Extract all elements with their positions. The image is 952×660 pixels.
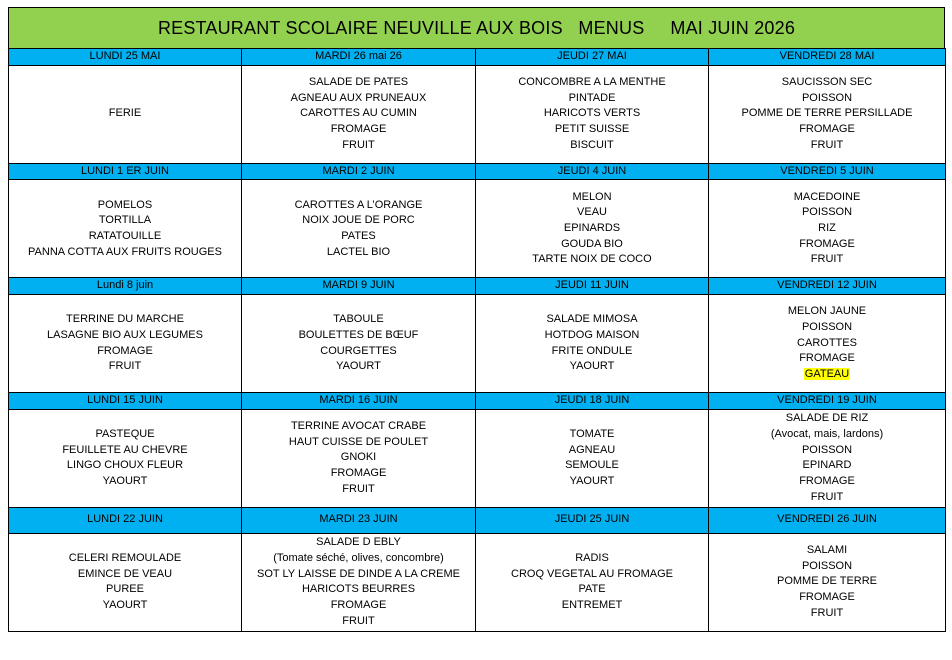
dish-item: MACEDOINE bbox=[793, 190, 861, 203]
dish-item: PANNA COTTA AUX FRUITS ROUGES bbox=[28, 245, 222, 258]
day-header: MARDI 9 JUIN bbox=[242, 278, 476, 295]
dish-item: LACTEL BIO bbox=[326, 245, 391, 258]
dish-item: FRUIT bbox=[342, 138, 375, 151]
dish-item: YAOURT bbox=[569, 360, 615, 373]
dish-item: SALADE DE PATES bbox=[308, 75, 409, 88]
dish-item: CAROTTES A L’ORANGE bbox=[294, 198, 423, 211]
day-menu-cell bbox=[242, 295, 476, 393]
dish-item: FRUIT bbox=[342, 482, 375, 495]
day-header: VENDREDI 12 JUIN bbox=[709, 278, 946, 295]
day-menu-cell bbox=[242, 180, 476, 278]
dish-item: TERRINE DU MARCHE bbox=[66, 313, 184, 326]
day-menu-cell bbox=[476, 533, 709, 631]
dish-item: BISCUIT bbox=[570, 138, 614, 151]
week-menu-row bbox=[9, 65, 946, 163]
dish-item: SALADE DE RIZ bbox=[785, 412, 869, 425]
day-menu-cell bbox=[476, 180, 709, 278]
dish-item: FROMAGE bbox=[97, 344, 153, 357]
day-header: LUNDI 22 JUIN bbox=[9, 507, 242, 533]
dish-item: FRUIT bbox=[810, 138, 844, 151]
dish-item: HARICOTS VERTS bbox=[543, 107, 641, 120]
day-header: LUNDI 25 MAI bbox=[9, 49, 242, 66]
dish-item: GNOKI bbox=[340, 451, 377, 464]
dish-item: SALADE D EBLY bbox=[316, 536, 401, 549]
day-menu-cell bbox=[476, 409, 709, 507]
dish-item: FROMAGE bbox=[799, 352, 855, 365]
day-header: MARDI 23 JUIN bbox=[242, 507, 476, 533]
day-menu-cell bbox=[9, 409, 242, 507]
dish-item: POISSON bbox=[801, 206, 853, 219]
dish-item: CAROTTES AU CUMIN bbox=[300, 107, 417, 120]
day-header: VENDREDI 26 JUIN bbox=[709, 507, 946, 533]
dish-item: CONCOMBRE A LA MENTHE bbox=[518, 75, 666, 88]
dish-item: YAOURT bbox=[102, 599, 148, 612]
day-header: JEUDI 18 JUIN bbox=[476, 393, 709, 410]
week-menu-row bbox=[9, 295, 946, 393]
dish-item: SAUCISSON SEC bbox=[781, 75, 873, 88]
dish-item: POMME DE TERRE bbox=[776, 575, 878, 588]
dish-item: FRITE ONDULE bbox=[551, 344, 633, 357]
week-header-row bbox=[9, 507, 946, 533]
day-menu-cell bbox=[9, 180, 242, 278]
week-menu-row bbox=[9, 409, 946, 507]
day-header: VENDREDI 19 JUIN bbox=[709, 393, 946, 410]
day-menu-cell bbox=[476, 65, 709, 163]
dish-item: SALAMI bbox=[806, 544, 848, 557]
day-menu-cell bbox=[476, 295, 709, 393]
dish-item: YAOURT bbox=[102, 475, 148, 488]
week-menu-row bbox=[9, 180, 946, 278]
day-menu-cell bbox=[709, 295, 946, 393]
dish-item: HARICOTS BEURRES bbox=[301, 583, 416, 596]
dish-item: TABOULE bbox=[333, 313, 384, 326]
dish-item: EPINARDS bbox=[563, 222, 621, 235]
day-menu-cell bbox=[242, 65, 476, 163]
week-header-row bbox=[9, 163, 946, 180]
dish-item: FEUILLETE AU CHEVRE bbox=[62, 443, 188, 456]
week-header-row bbox=[9, 49, 946, 66]
day-menu-cell bbox=[242, 409, 476, 507]
day-menu-cell bbox=[9, 65, 242, 163]
dish-item: POMELOS bbox=[97, 198, 153, 211]
dish-item: FROMAGE bbox=[799, 237, 855, 250]
menu-table bbox=[8, 48, 946, 632]
day-header: MARDI 26 mai 26 bbox=[242, 49, 476, 66]
day-header: JEUDI 11 JUIN bbox=[476, 278, 709, 295]
dish-item: RIZ bbox=[818, 222, 836, 235]
dish-item: CROQ VEGETAL AU FROMAGE bbox=[511, 567, 673, 580]
dish-item: (Avocat, mais, lardons) bbox=[770, 427, 884, 440]
dish-item: FRUIT bbox=[342, 614, 375, 627]
dish-item: PATE bbox=[578, 583, 606, 596]
dish-item: AGNEAU AUX PRUNEAUX bbox=[290, 91, 427, 104]
day-menu-cell bbox=[9, 295, 242, 393]
dish-item: PETIT SUISSE bbox=[554, 123, 630, 136]
dish-item: FRUIT bbox=[810, 606, 844, 619]
day-header: LUNDI 1 ER JUIN bbox=[9, 163, 242, 180]
dish-item: HOTDOG MAISON bbox=[544, 328, 640, 341]
dish-item: GOUDA BIO bbox=[561, 237, 623, 250]
dish-item: PUREE bbox=[106, 583, 144, 596]
dish-item: FRUIT bbox=[810, 253, 844, 266]
dish-item: HAUT CUISSE DE POULET bbox=[288, 435, 429, 448]
dish-item: NOIX JOUE DE PORC bbox=[302, 214, 415, 227]
dish-item: PINTADE bbox=[568, 91, 616, 104]
dish-item: AGNEAU bbox=[568, 443, 616, 456]
day-menu-cell bbox=[709, 409, 946, 507]
dish-item: FROMAGE bbox=[330, 467, 387, 480]
dish-item: PASTEQUE bbox=[95, 427, 155, 440]
dish-item: LINGO CHOUX FLEUR bbox=[66, 459, 184, 472]
day-header: JEUDI 25 JUIN bbox=[476, 507, 709, 533]
dish-item: TERRINE AVOCAT CRABE bbox=[290, 420, 427, 433]
dish-item: YAOURT bbox=[569, 475, 615, 488]
dish-item: RATATOUILLE bbox=[88, 229, 162, 242]
day-menu-cell bbox=[709, 180, 946, 278]
day-menu-cell bbox=[242, 533, 476, 631]
dish-item: POISSON bbox=[801, 91, 853, 104]
dish-item: MELON JAUNE bbox=[787, 305, 867, 318]
dish-item: EPINARD bbox=[802, 459, 852, 472]
dish-item: TOMATE bbox=[569, 427, 615, 440]
day-header: JEUDI 4 JUIN bbox=[476, 163, 709, 180]
dish-item: FRUIT bbox=[108, 360, 142, 373]
dish-item: BOULETTES DE BŒUF bbox=[298, 328, 419, 341]
dish-item: FROMAGE bbox=[799, 591, 855, 604]
dish-item: RADIS bbox=[575, 551, 609, 564]
dish-item: LASAGNE BIO AUX LEGUMES bbox=[47, 328, 203, 341]
dish-item: SEMOULE bbox=[565, 459, 619, 472]
dish-item: SOT LY LAISSE DE DINDE A LA CREME bbox=[257, 567, 460, 580]
dish-item: POISSON bbox=[801, 443, 853, 456]
dish-item: TORTILLA bbox=[98, 214, 152, 227]
dish-item: MELON bbox=[572, 190, 612, 203]
dish-item: FROMAGE bbox=[330, 123, 387, 136]
dish-item: FROMAGE bbox=[330, 599, 387, 612]
dish-item: (Tomate séché, olives, concombre) bbox=[273, 551, 444, 564]
day-header: VENDREDI 28 MAI bbox=[709, 49, 946, 66]
day-header: MARDI 2 JUIN bbox=[242, 163, 476, 180]
day-header: JEUDI 27 MAI bbox=[476, 49, 709, 66]
day-header: MARDI 16 JUIN bbox=[242, 393, 476, 410]
day-menu-cell bbox=[709, 65, 946, 163]
day-menu-cell bbox=[709, 533, 946, 631]
dish-item: PATES bbox=[341, 229, 376, 242]
dish-item: VEAU bbox=[577, 206, 607, 219]
dish-item: FERIE bbox=[108, 107, 142, 120]
week-header-row bbox=[9, 278, 946, 295]
day-header: VENDREDI 5 JUIN bbox=[709, 163, 946, 180]
dish-item: CELERI REMOULADE bbox=[68, 551, 182, 564]
dish-item: FROMAGE bbox=[799, 475, 855, 488]
dish-item: YAOURT bbox=[336, 360, 381, 373]
page-title: RESTAURANT SCOLAIRE NEUVILLE AUX BOIS MENUS MAI JUIN 2026 bbox=[157, 17, 796, 38]
day-header: Lundi 8 juin bbox=[9, 278, 242, 295]
dish-item: POISSON bbox=[801, 559, 853, 572]
dish-item: COURGETTES bbox=[320, 344, 397, 357]
dish-item: EMINCE DE VEAU bbox=[77, 567, 173, 580]
dish-item: CAROTTES bbox=[797, 336, 857, 349]
dish-item-highlighted bbox=[709, 367, 945, 383]
dish-item: POMME DE TERRE PERSILLADE bbox=[741, 107, 913, 120]
title-bar bbox=[8, 7, 945, 49]
dish-item: SALADE MIMOSA bbox=[546, 313, 638, 326]
dish-item: FROMAGE bbox=[799, 123, 855, 136]
day-header: LUNDI 15 JUIN bbox=[9, 393, 242, 410]
dish-item: POISSON bbox=[801, 321, 853, 334]
day-menu-cell bbox=[9, 533, 242, 631]
dish-item: TARTE NOIX DE COCO bbox=[532, 253, 652, 266]
highlighted-dish: GATEAU bbox=[804, 368, 850, 381]
week-header-row bbox=[9, 393, 946, 410]
week-menu-row bbox=[9, 533, 946, 631]
dish-item: FRUIT bbox=[810, 490, 844, 503]
dish-item: ENTREMET bbox=[561, 599, 623, 612]
